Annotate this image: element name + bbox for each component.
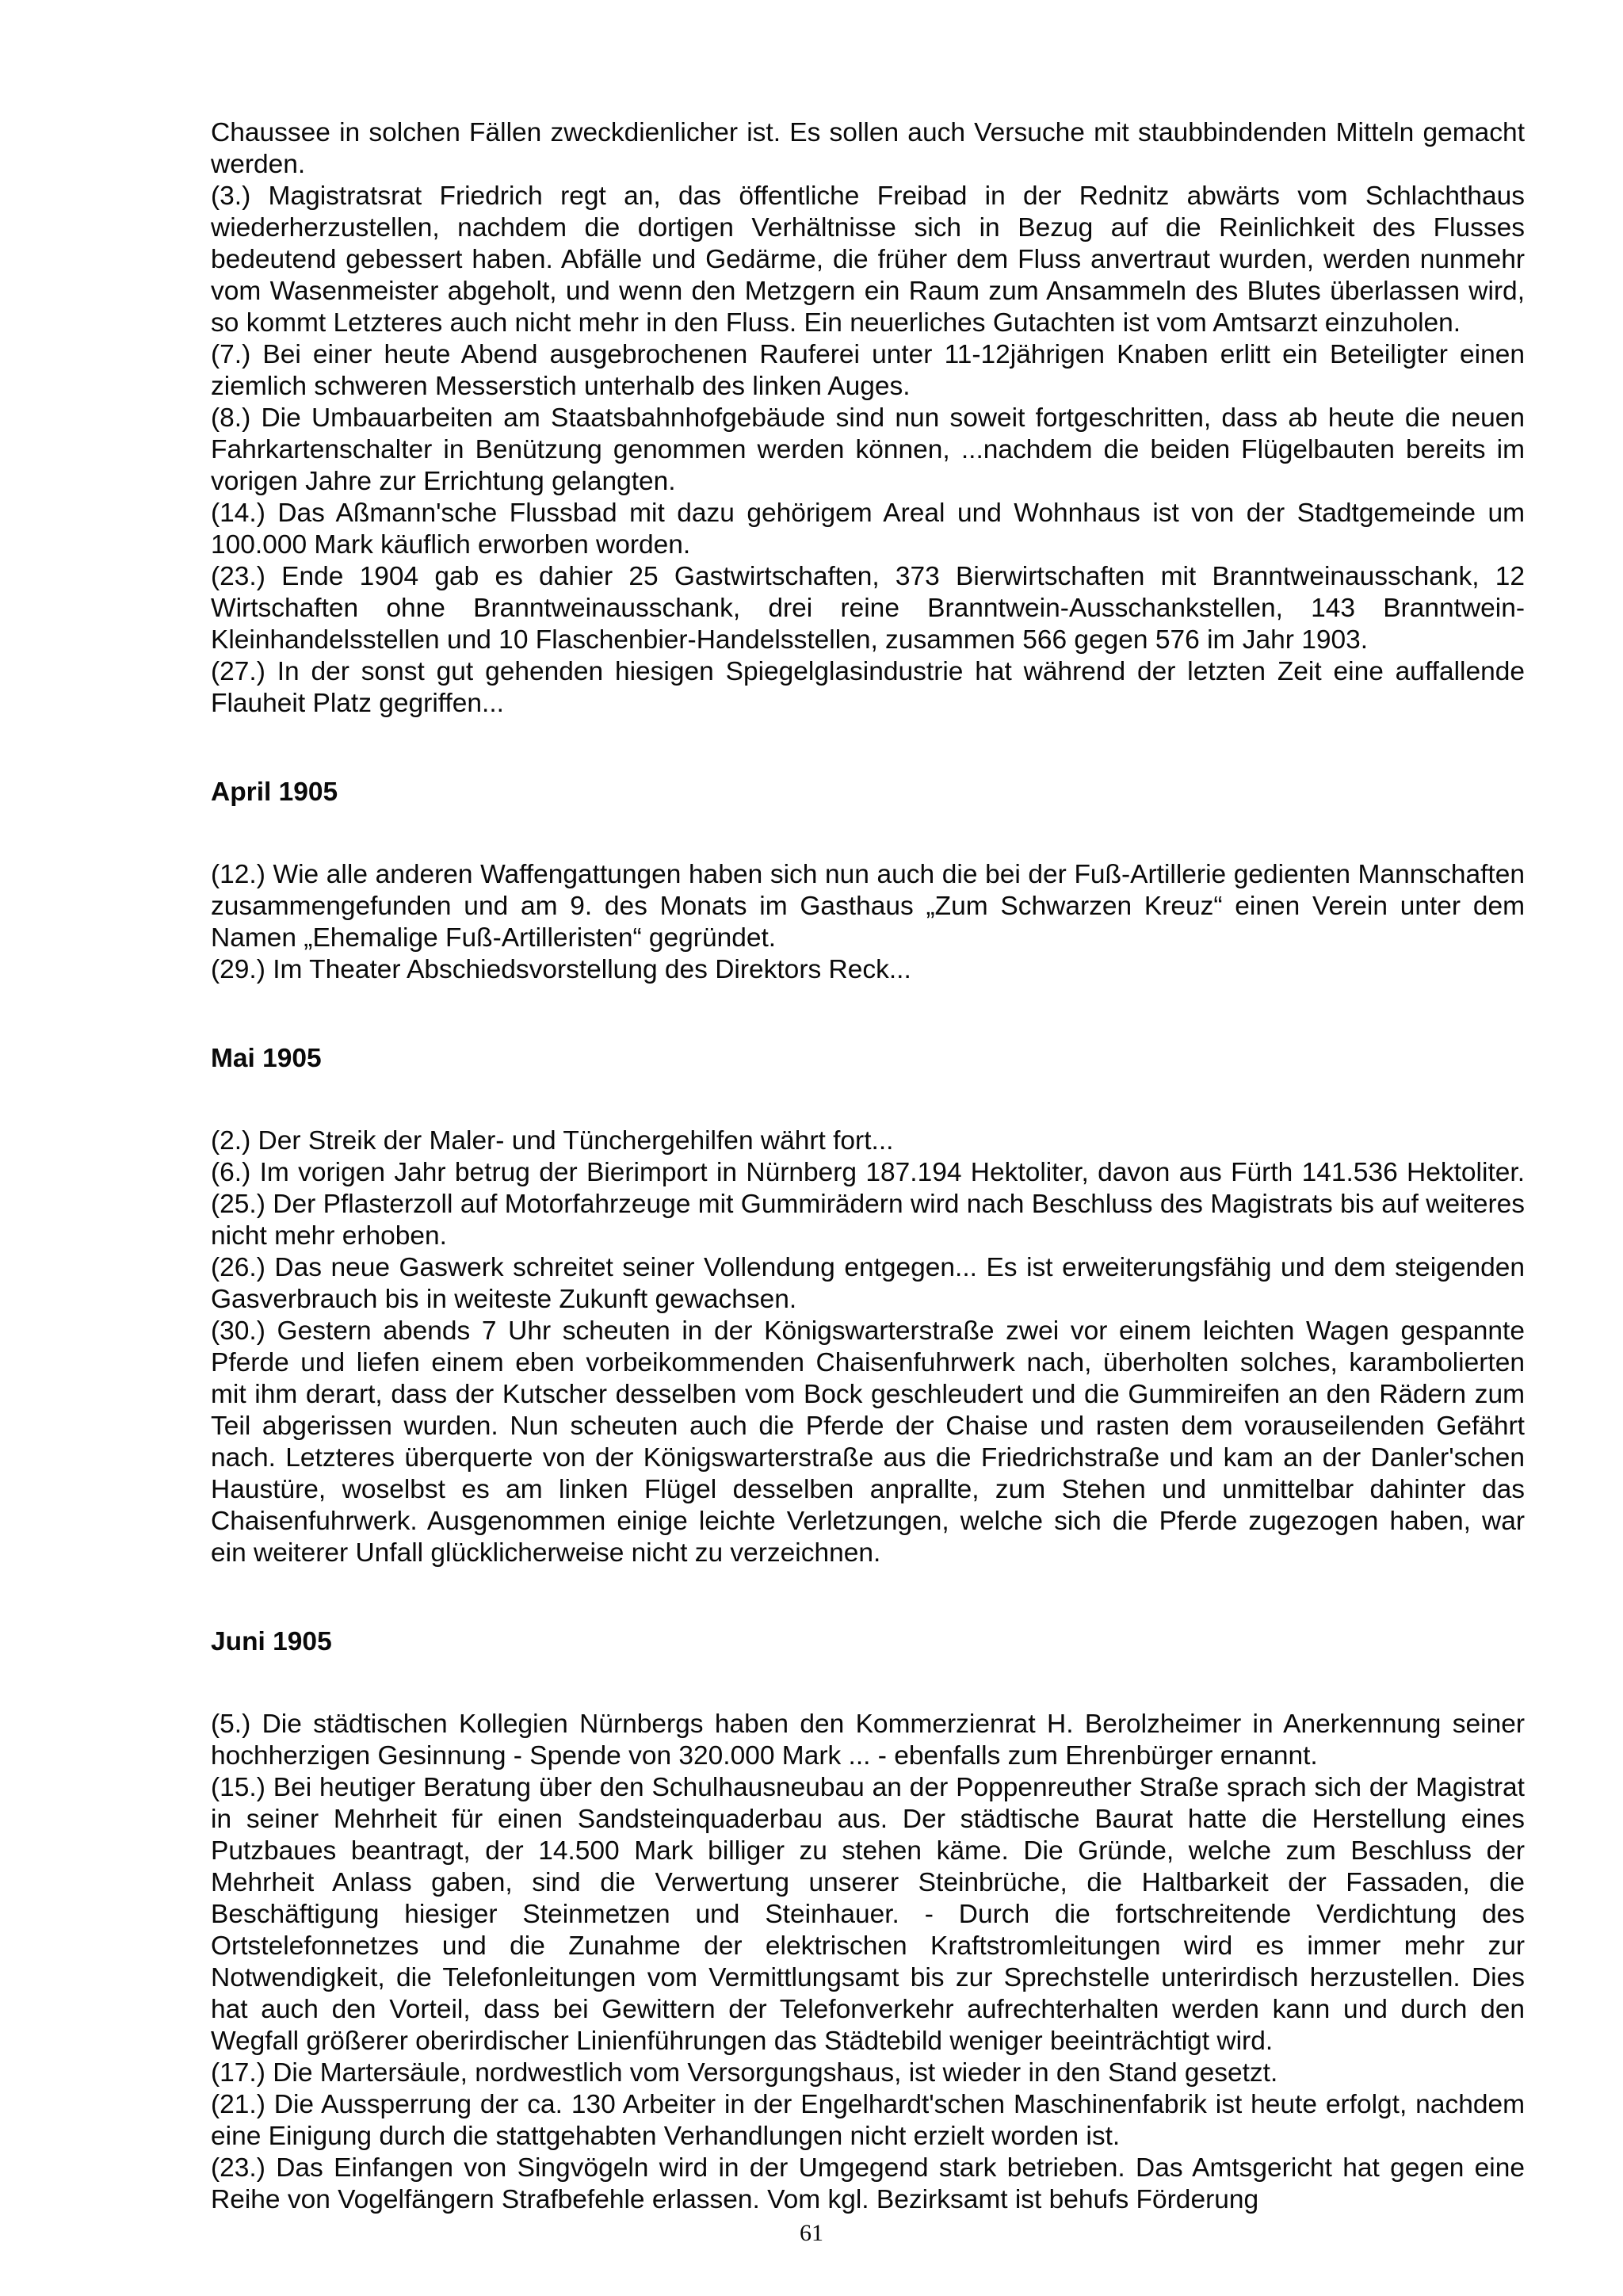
paragraph-continuation: Chaussee in solchen Fällen zweckdienlicher ist. Es sollen auch Versuche mit staubbindenden Mitteln gemacht werden. [211,118,1525,179]
paragraph-item-8: (8.) Die Umbauarbeiten am Staatsbahnhofgebäude sind nun soweit fortgeschritten, dass ab heute die neuen Fahrkartenschalter in Benützung genommen werden können, ...nachdem die beiden Flügelbauten bereits im vorigen Jahre zur Errichtung gelangten. [211,403,1525,496]
paragraph-item-23: (23.) Ende 1904 gab es dahier 25 Gastwirtschaften, 373 Bierwirtschaften mit Branntweinausschank, 12 Wirtschaften ohne Branntweinausschank, drei reine Branntwein-Ausschankstellen, 143 Branntwein-Kleinhandelsstellen und 10 Flaschenbier-Handelsstellen, zusammen 566 gegen 576 im Jahr 1903. [211,562,1525,655]
paragraph-item-15: (15.) Bei heutiger Beratung über den Schulhausneubau an der Poppenreuther Straße sprach sich der Magistrat in seiner Mehrheit für einen Sandsteinquaderbau aus. Der städtische Baurat hatte die Herstellung eines Putzbaues beantragt, der 14.500 Mark billiger zu stehen käme. Die Gründe, welche zum Beschluss der Mehrheit Anlass gaben, sind die Verwertung unserer Steinbrüche, die Haltbarkeit der Fassaden, die Beschäftigung hiesiger Steinmetzen und Steinhauer. - Durch die fortschreitende Verdichtung des Ortstelefonnetzes und die Zunahme der elektrischen Kraftstromleitungen wird es immer mehr zur Notwendigkeit, die Telefonleitungen vom Vermittlungsamt bis zur Sprechstelle unterirdisch herzustellen. Dies hat auch den Vorteil, dass bei Gewittern der Telefonverkehr aufrechterhalten werden kann und durch den Wegfall größerer oberirdischer Linienführungen das Städtebild weniger beeinträchtigt wird. [211,1773,1525,2056]
paragraph-item-7: (7.) Bei einer heute Abend ausgebrochenen Rauferei unter 11-12jährigen Knaben erlitt ein Beteiligter einen ziemlich schweren Messerstich unterhalb des linken Auges. [211,340,1525,401]
paragraph-item-3: (3.) Magistratsrat Friedrich regt an, das öffentliche Freibad in der Rednitz abwärts vom Schlachthaus wiederherzustellen, nachdem die dortigen Verhältnisse sich in Bezug auf die Reinlichkeit des Flusses bedeutend gebessert haben. Abfälle und Gedärme, die früher dem Fluss anvertraut wurden, werden nunmehr vom Wasenmeister abgeholt, und wenn den Metzgern ein Raum zum Ansammeln des Blutes überlassen wird, so kommt Letzteres auch nicht mehr in den Fluss. Ein neuerliches Gutachten ist vom Amtsarzt einzuholen. [211,181,1525,338]
paragraph-item-23b: (23.) Das Einfangen von Singvögeln wird in der Umgegend stark betrieben. Das Amtsgericht hat gegen eine Reihe von Vogelfängern Strafbefehle erlassen. Vom kgl. Bezirksamt ist behufs Förderung [211,2153,1525,2214]
heading-juni-1905: Juni 1905 [211,1627,332,1656]
paragraph-item-14: (14.) Das Aßmann'sche Flussbad mit dazu gehörigem Areal und Wohnhaus ist von der Stadtgemeinde um 100.000 Mark käuflich erworben worden. [211,499,1525,560]
paragraph-item-27: (27.) In der sonst gut gehenden hiesigen Spiegelglasindustrie hat während der letzten Zeit eine auffallende Flauheit Platz gegriffen... [211,657,1525,718]
paragraph-item-5: (5.) Die städtischen Kollegien Nürnbergs haben den Kommerzienrat H. Berolzheimer in Anerkennung seiner hochherzigen Gesinnung - Spende von 320.000 Mark ... - ebenfalls zum Ehrenbürger ernannt. [211,1710,1525,1771]
paragraph-item-29: (29.) Im Theater Abschiedsvorstellung des Direktors Reck... [211,955,911,984]
paragraph-item-17: (17.) Die Martersäule, nordwestlich vom Versorgungshaus, ist wieder in den Stand gesetzt. [211,2058,1278,2088]
page-number: 61 [800,2220,823,2246]
paragraph-item-12: (12.) Wie alle anderen Waffengattungen haben sich nun auch die bei der Fuß-Artillerie gedienten Mannschaften zusammengefunden und am 9. des Monats im Gasthaus „Zum Schwarzen Kreuz“ einen Verein unter dem Namen „Ehemalige Fuß-Artilleristen“ gegründet. [211,860,1525,953]
heading-april-1905: April 1905 [211,777,338,807]
paragraph-item-26: (26.) Das neue Gaswerk schreitet seiner Vollendung entgegen... Es ist erweiterungsfähig und dem steigenden Gasverbrauch bis in weiteste Zukunft gewachsen. [211,1253,1525,1314]
heading-mai-1905: Mai 1905 [211,1044,322,1073]
paragraph-item-2: (2.) Der Streik der Maler- und Tünchergehilfen währt fort... [211,1126,894,1156]
paragraph-item-21: (21.) Die Aussperrung der ca. 130 Arbeiter in der Engelhardt'schen Maschinenfabrik ist heute erfolgt, nachdem eine Einigung durch die stattgehabten Verhandlungen nicht erzielt worden ist. [211,2090,1525,2151]
paragraph-item-6-25: (6.) Im vorigen Jahr betrug der Bierimport in Nürnberg 187.194 Hektoliter, davon aus Fürth 141.536 Hektoliter. (25.) Der Pflasterzoll auf Motorfahrzeuge mit Gummirädern wird nach Beschluss des Magistrats bis auf weiteres nicht mehr erhoben. [211,1158,1525,1251]
paragraph-item-30: (30.) Gestern abends 7 Uhr scheuten in der Königswarterstraße zwei vor einem leichten Wagen gespannte Pferde und liefen einem eben vorbeikommenden Chaisenfuhrwerk nach, überholten solches, karambolierten mit ihm derart, dass der Kutscher desselben vom Bock geschleudert und die Gummireifen an den Rädern zum Teil abgerissen wurden. Nun scheuten auch die Pferde der Chaise und rasten dem vorauseilenden Gefährt nach. Letzteres überquerte von der Königswarterstraße aus die Friedrichstraße und kam an der Danler'schen Haustüre, woselbst es am linken Flügel desselben anprallte, zum Stehen und unmittelbar dahinter das Chaisenfuhrwerk. Ausgenommen einige leichte Verletzungen, welche sich die Pferde zugezogen haben, war ein weiterer Unfall glücklicherweise nicht zu verzeichnen. [211,1316,1525,1568]
